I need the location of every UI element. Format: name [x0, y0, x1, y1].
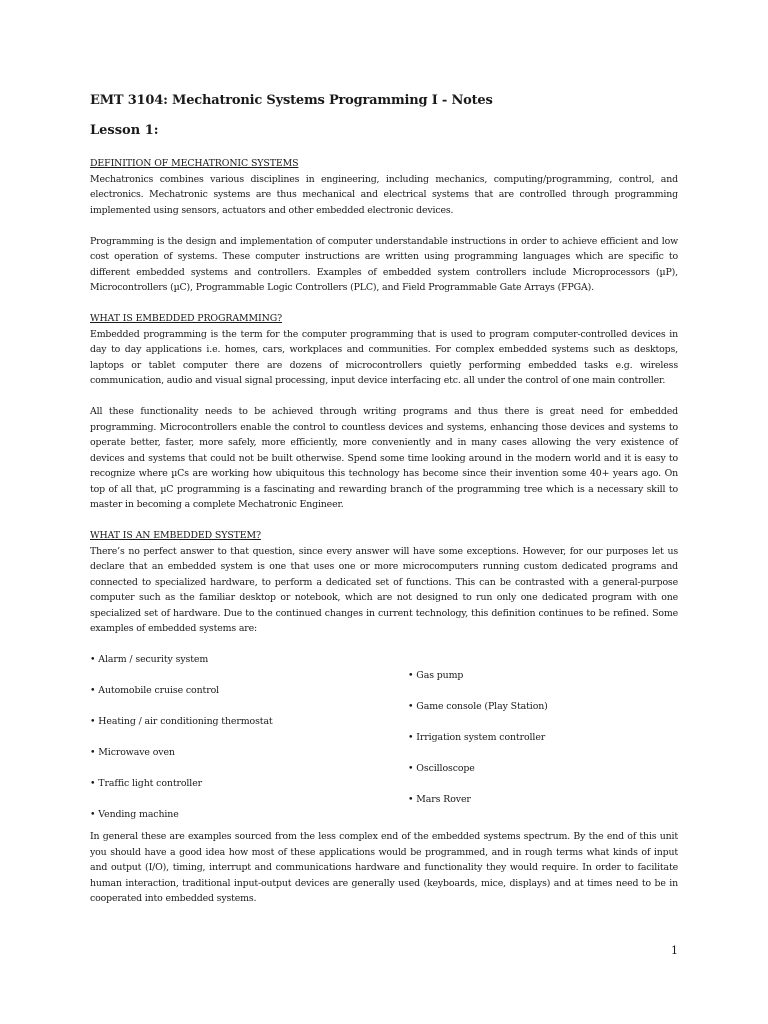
list-item: • Gas pump [408, 669, 464, 681]
paragraph-embedded-system-definition: There’s no perfect answer to that question, since every answer will have some exceptions. However, for our purposes let us declare that an embedded system is one that uses one or more microcomputers running custom dedicated programs and connected to specialized hardware, to perform a dedicated set of functions. This can be contrasted with a general-purpose computer such as the familiar desktop or notebook, which are not designed to run only one dedicated program with one specialized set of hardware. Due to the continued changes in current technology, this definition continues to be refined. Some examples of embedded systems are: [90, 545, 678, 634]
list-item: • Irrigation system controller [408, 731, 546, 743]
section-heading-definition: DEFINITION OF MECHATRONIC SYSTEMS [90, 158, 299, 169]
list-item: • Game console (Play Station) [408, 700, 548, 712]
document-title: EMT 3104: Mechatronic Systems Programming I - Notes [90, 93, 493, 108]
paragraph-embedded-programming: Embedded programming is the term for the computer programming that is used to program computer-controlled devices in day to day applications i.e. homes, cars, workplaces and communities. For complex embedded systems such as desktops, laptops or tablet computer there are dozens of microcontrollers quietly performing embedded tasks e.g. wireless communication, audio and visual signal processing, input device interfacing etc. all under the control of one main controller. [90, 328, 678, 386]
list-item: • Traffic light controller [90, 778, 203, 789]
section-heading-embedded-system: WHAT IS AN EMBEDDED SYSTEM? [90, 530, 261, 541]
list-item: • Heating / air conditioning thermostat [90, 716, 273, 727]
page-content [90, 92, 678, 907]
list-item: • Microwave oven [90, 747, 175, 758]
paragraph-mechatronics-definition: Mechatronics combines various disciplines in engineering, including mechanics, computing/programming, control, and electronics. Mechatronic systems are thus mechanical and electrical systems that are controlled through programming implemented using sensors, actuators and other embedded electronic devices. [90, 173, 678, 216]
examples-list [90, 652, 678, 829]
page-number: 1 [671, 944, 678, 957]
list-item: • Automobile cruise control [90, 685, 220, 696]
lesson-heading: Lesson 1: [90, 123, 159, 138]
list-item: • Oscilloscope [408, 762, 475, 774]
paragraph-microcontrollers: All these functionality needs to be achieved through writing programs and thus there is great need for embedded programming. Microcontrollers enable the control to countless devices and systems, enhancing those devices and systems to operate better, faster, more safely, more efficiently, more conveniently and in many cases allowing the very existence of devices and systems that could not be built otherwise. Spend some time looking around in the modern world and it is easy to recognize where µCs are working how ubiquitous this technology has become since their invention some 40+ years ago. On top of all that, µC programming is a fascinating and rewarding branch of the programming tree which is a necessary skill to master in becoming a complete Mechatronic Engineer. [90, 406, 678, 510]
paragraph-programming-definition: Programming is the design and implementation of computer understandable instructions in order to achieve efficient and low cost operation of systems. These computer instructions are written using programming languages which are specific to different embedded systems and controllers. Examples of embedded system controllers include Microprocessors (µP), Microcontrollers (µC), Programmable Logic Controllers (PLC), and Field Programmable Gate Arrays (FPGA). [90, 235, 678, 293]
list-item: • Vending machine [90, 809, 179, 820]
list-item: • Mars Rover [408, 793, 471, 805]
paragraph-embedded-summary: In general these are examples sourced from the less complex end of the embedded systems spectrum. By the end of this unit you should have a good idea how most of these applications would be programmed, and in rough terms what kinds of input and output (I/O), timing, interrupt and communications hardware and functionality they would require. In order to facilitate human interaction, traditional input-output devices are generally used (keyboards, mice, displays) and at times need to be in cooperated into embedded systems. [90, 831, 678, 904]
section-heading-embedded-programming: WHAT IS EMBEDDED PROGRAMMING? [90, 313, 283, 324]
list-item: • Alarm / security system [90, 654, 209, 665]
